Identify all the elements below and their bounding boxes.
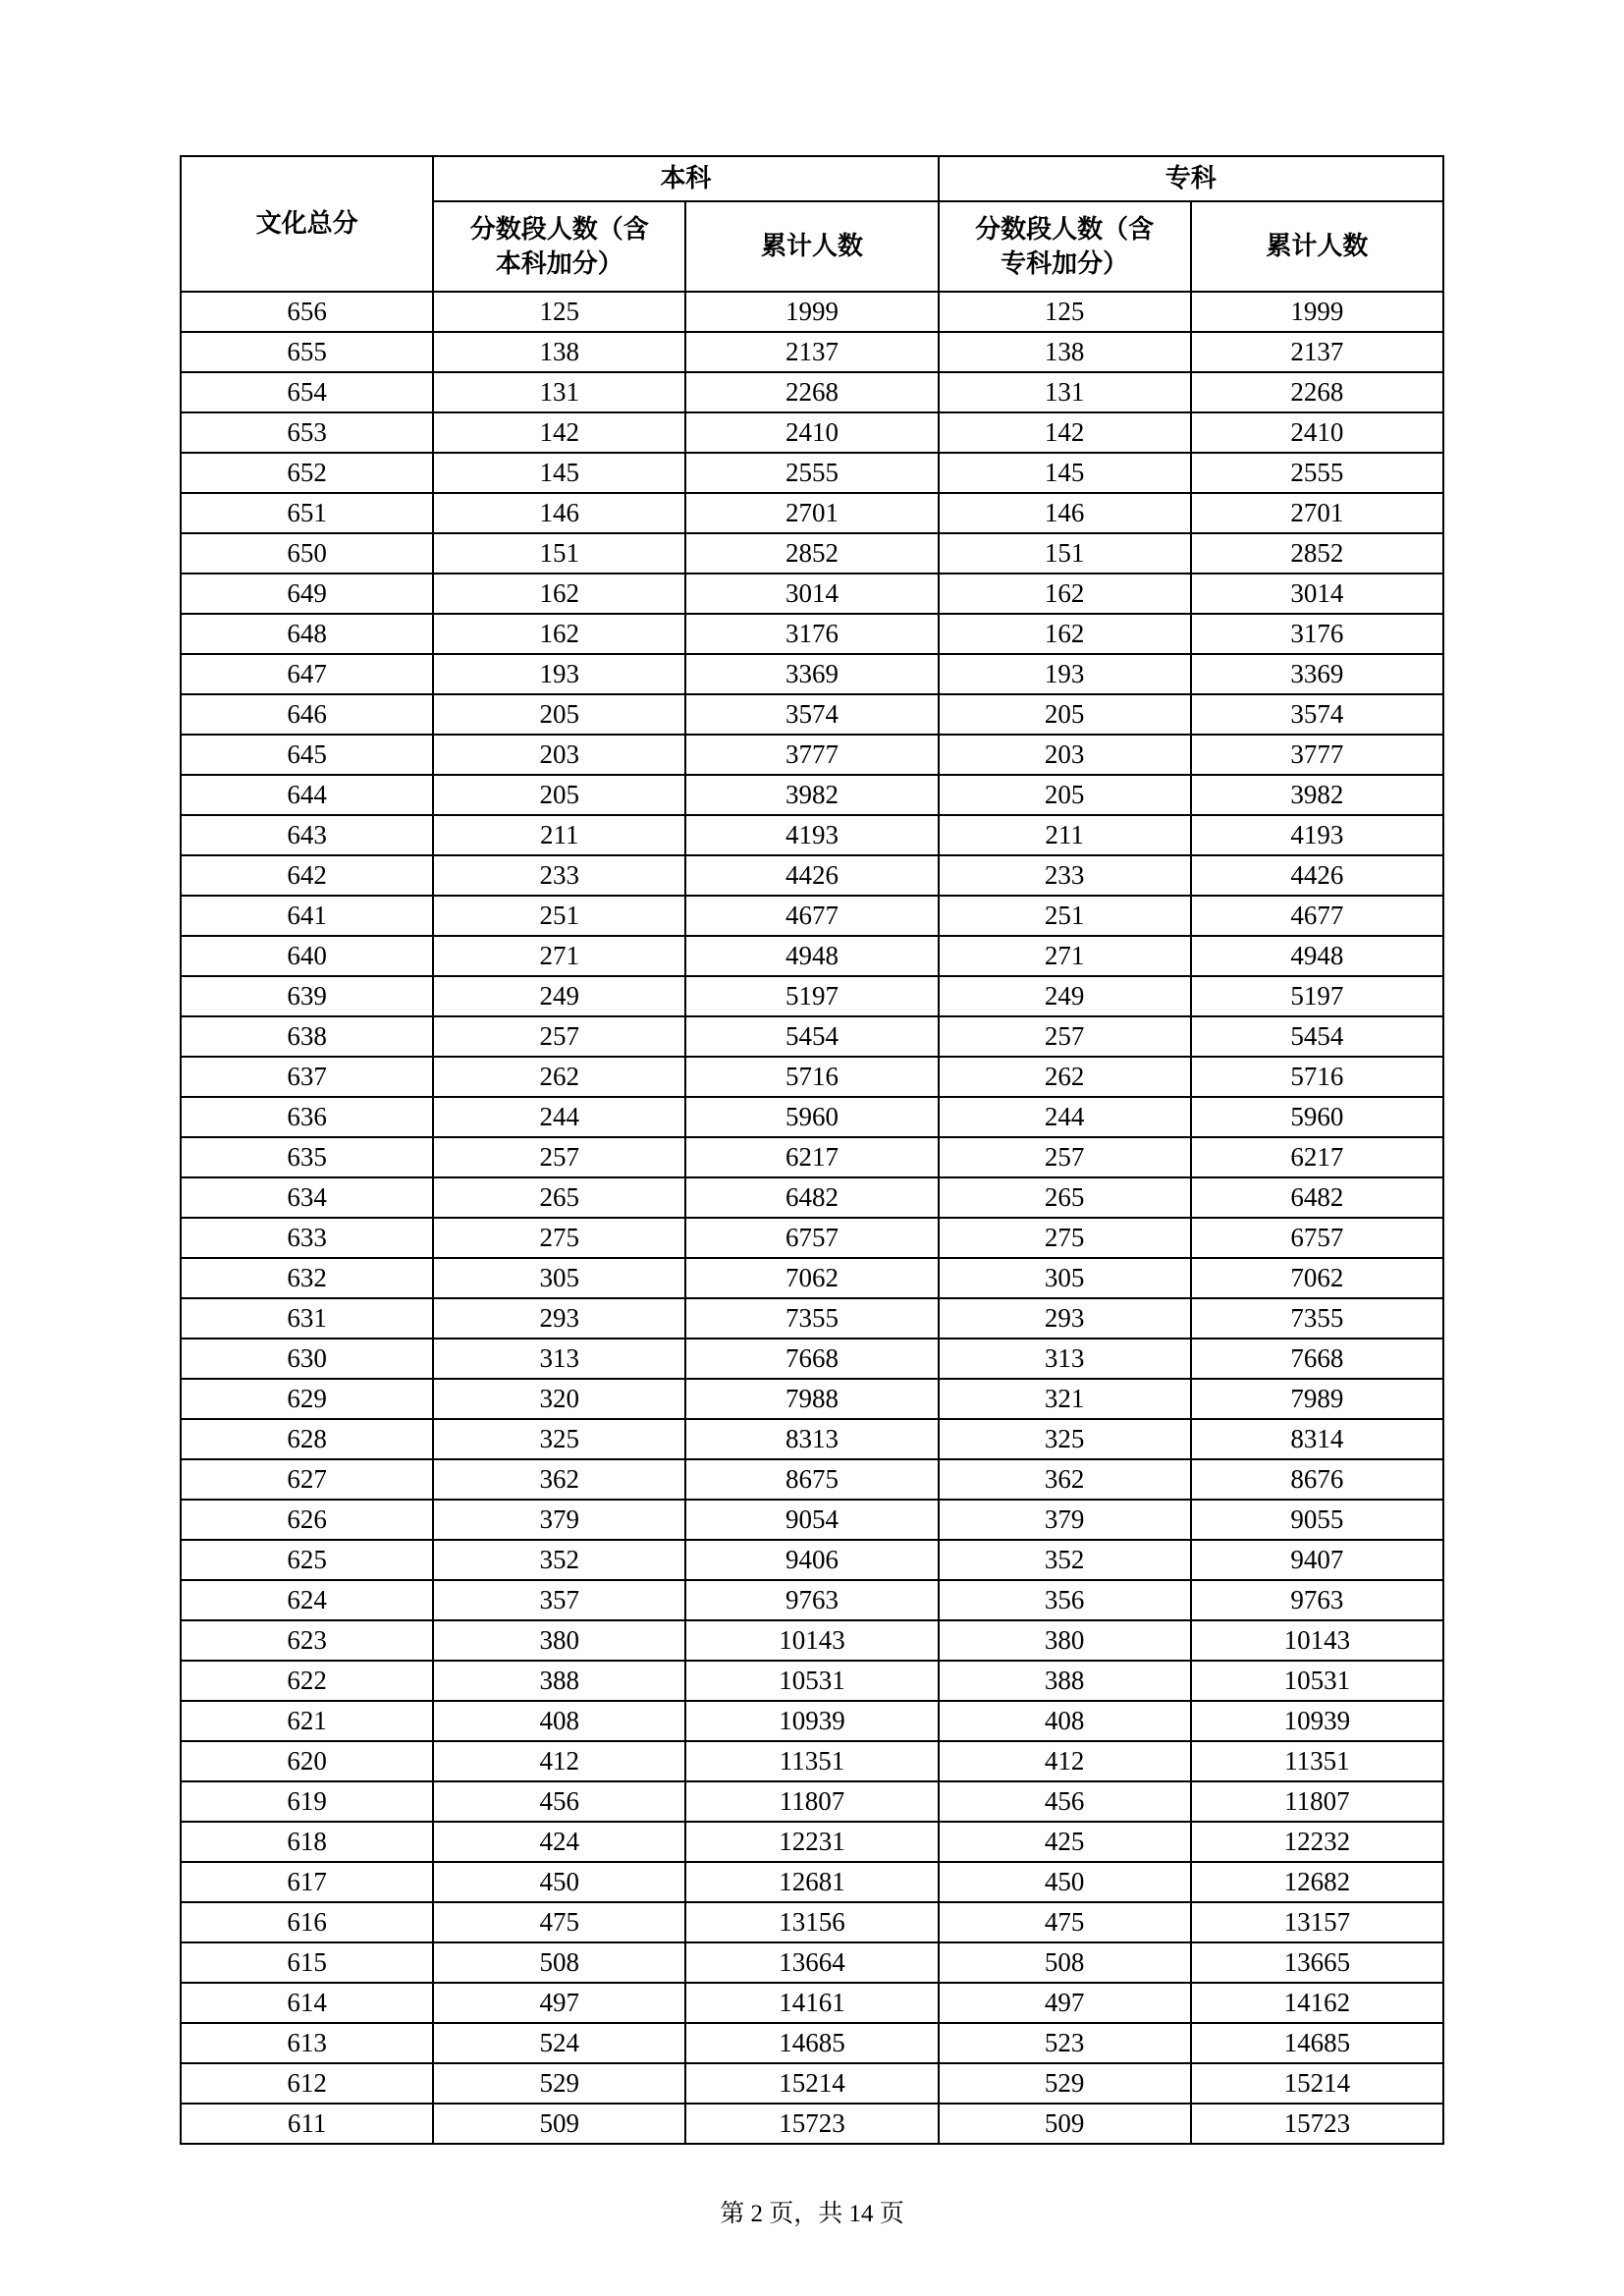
zhuanke-cumulative-cell: 5197 bbox=[1191, 976, 1443, 1016]
zhuanke-segment-cell: 412 bbox=[939, 1741, 1191, 1781]
zhuanke-segment-cell: 325 bbox=[939, 1419, 1191, 1459]
score-cell: 646 bbox=[181, 694, 433, 735]
benke-segment-cell: 265 bbox=[433, 1177, 685, 1218]
score-cell: 620 bbox=[181, 1741, 433, 1781]
score-cell: 615 bbox=[181, 1942, 433, 1983]
table-row bbox=[181, 1741, 1443, 1781]
score-cell: 632 bbox=[181, 1258, 433, 1298]
zhuanke-cumulative-cell: 10939 bbox=[1191, 1701, 1443, 1741]
table-row bbox=[181, 1218, 1443, 1258]
table-row bbox=[181, 1258, 1443, 1298]
benke-cumulative-cell: 4426 bbox=[685, 855, 938, 896]
score-cell: 638 bbox=[181, 1016, 433, 1057]
zhuanke-segment-cell: 313 bbox=[939, 1339, 1191, 1379]
table-row bbox=[181, 2063, 1443, 2104]
score-cell: 654 bbox=[181, 372, 433, 412]
table-row bbox=[181, 493, 1443, 533]
zhuanke-segment-cell: 450 bbox=[939, 1862, 1191, 1902]
score-cell: 645 bbox=[181, 735, 433, 775]
zhuanke-cumulative-cell: 14685 bbox=[1191, 2023, 1443, 2063]
benke-cumulative-cell: 1999 bbox=[685, 292, 938, 332]
zhuanke-cumulative-cell: 2701 bbox=[1191, 493, 1443, 533]
table-row bbox=[181, 1580, 1443, 1620]
score-cell: 619 bbox=[181, 1781, 433, 1822]
zhuanke-cumulative-cell: 12682 bbox=[1191, 1862, 1443, 1902]
benke-cumulative-cell: 6757 bbox=[685, 1218, 938, 1258]
zhuanke-segment-cell: 151 bbox=[939, 533, 1191, 574]
table-row bbox=[181, 1620, 1443, 1661]
zhuanke-segment-cell: 293 bbox=[939, 1298, 1191, 1339]
zhuanke-segment-cell: 211 bbox=[939, 815, 1191, 855]
benke-segment-cell: 320 bbox=[433, 1379, 685, 1419]
zhuanke-segment-cell: 251 bbox=[939, 896, 1191, 936]
table-row bbox=[181, 1942, 1443, 1983]
benke-cumulative-cell: 10143 bbox=[685, 1620, 938, 1661]
zhuanke-segment-cell: 305 bbox=[939, 1258, 1191, 1298]
zhuanke-cumulative-cell: 6217 bbox=[1191, 1137, 1443, 1177]
benke-segment-cell: 508 bbox=[433, 1942, 685, 1983]
header-benke-group: 本科 bbox=[433, 156, 938, 201]
benke-cumulative-cell: 3176 bbox=[685, 614, 938, 654]
zhuanke-segment-cell: 275 bbox=[939, 1218, 1191, 1258]
zhuanke-cumulative-cell: 2268 bbox=[1191, 372, 1443, 412]
score-cell: 637 bbox=[181, 1057, 433, 1097]
zhuanke-cumulative-cell: 2555 bbox=[1191, 453, 1443, 493]
zhuanke-segment-cell: 162 bbox=[939, 574, 1191, 614]
zhuanke-segment-cell: 509 bbox=[939, 2104, 1191, 2144]
zhuanke-segment-cell: 142 bbox=[939, 412, 1191, 453]
table-row bbox=[181, 614, 1443, 654]
benke-segment-cell: 211 bbox=[433, 815, 685, 855]
zhuanke-segment-cell: 380 bbox=[939, 1620, 1191, 1661]
table-row bbox=[181, 574, 1443, 614]
zhuanke-segment-cell: 508 bbox=[939, 1942, 1191, 1983]
table-row bbox=[181, 1419, 1443, 1459]
score-cell: 641 bbox=[181, 896, 433, 936]
score-cell: 625 bbox=[181, 1540, 433, 1580]
benke-cumulative-cell: 4948 bbox=[685, 936, 938, 976]
zhuanke-cumulative-cell: 5454 bbox=[1191, 1016, 1443, 1057]
zhuanke-segment-cell: 356 bbox=[939, 1580, 1191, 1620]
score-cell: 655 bbox=[181, 332, 433, 372]
score-cell: 647 bbox=[181, 654, 433, 694]
benke-segment-cell: 509 bbox=[433, 2104, 685, 2144]
benke-cumulative-cell: 7355 bbox=[685, 1298, 938, 1339]
benke-segment-cell: 379 bbox=[433, 1500, 685, 1540]
zhuanke-segment-cell: 162 bbox=[939, 614, 1191, 654]
score-cell: 622 bbox=[181, 1661, 433, 1701]
benke-cumulative-cell: 5960 bbox=[685, 1097, 938, 1137]
zhuanke-segment-cell: 125 bbox=[939, 292, 1191, 332]
benke-cumulative-cell: 3982 bbox=[685, 775, 938, 815]
zhuanke-segment-cell: 262 bbox=[939, 1057, 1191, 1097]
zhuanke-cumulative-cell: 10531 bbox=[1191, 1661, 1443, 1701]
table-row bbox=[181, 896, 1443, 936]
header-zhuanke-cumulative: 累计人数 bbox=[1191, 201, 1443, 292]
benke-cumulative-cell: 9763 bbox=[685, 1580, 938, 1620]
table-row bbox=[181, 654, 1443, 694]
zhuanke-cumulative-cell: 14162 bbox=[1191, 1983, 1443, 2023]
benke-cumulative-cell: 8675 bbox=[685, 1459, 938, 1500]
zhuanke-cumulative-cell: 15723 bbox=[1191, 2104, 1443, 2144]
header-total-score: 文化总分 bbox=[181, 156, 433, 292]
zhuanke-segment-cell: 145 bbox=[939, 453, 1191, 493]
table-row bbox=[181, 1862, 1443, 1902]
score-cell: 639 bbox=[181, 976, 433, 1016]
zhuanke-cumulative-cell: 9055 bbox=[1191, 1500, 1443, 1540]
zhuanke-cumulative-cell: 2410 bbox=[1191, 412, 1443, 453]
table-row bbox=[181, 372, 1443, 412]
table-row bbox=[181, 775, 1443, 815]
zhuanke-segment-cell: 193 bbox=[939, 654, 1191, 694]
benke-segment-cell: 146 bbox=[433, 493, 685, 533]
table-row bbox=[181, 1500, 1443, 1540]
zhuanke-cumulative-cell: 2852 bbox=[1191, 533, 1443, 574]
benke-cumulative-cell: 3369 bbox=[685, 654, 938, 694]
score-cell: 651 bbox=[181, 493, 433, 533]
zhuanke-segment-cell: 321 bbox=[939, 1379, 1191, 1419]
zhuanke-cumulative-cell: 7668 bbox=[1191, 1339, 1443, 1379]
header-benke-segment: 分数段人数（含本科加分） bbox=[433, 201, 685, 292]
score-cell: 656 bbox=[181, 292, 433, 332]
score-cell: 633 bbox=[181, 1218, 433, 1258]
table-row bbox=[181, 694, 1443, 735]
table-row bbox=[181, 976, 1443, 1016]
zhuanke-segment-cell: 257 bbox=[939, 1137, 1191, 1177]
zhuanke-segment-cell: 205 bbox=[939, 775, 1191, 815]
benke-cumulative-cell: 3777 bbox=[685, 735, 938, 775]
zhuanke-cumulative-cell: 9407 bbox=[1191, 1540, 1443, 1580]
benke-segment-cell: 249 bbox=[433, 976, 685, 1016]
benke-cumulative-cell: 2555 bbox=[685, 453, 938, 493]
zhuanke-cumulative-cell: 3982 bbox=[1191, 775, 1443, 815]
benke-cumulative-cell: 14685 bbox=[685, 2023, 938, 2063]
table-row bbox=[181, 2104, 1443, 2144]
benke-segment-cell: 357 bbox=[433, 1580, 685, 1620]
zhuanke-cumulative-cell: 4193 bbox=[1191, 815, 1443, 855]
benke-segment-cell: 145 bbox=[433, 453, 685, 493]
score-cell: 640 bbox=[181, 936, 433, 976]
benke-segment-cell: 162 bbox=[433, 614, 685, 654]
benke-segment-cell: 313 bbox=[433, 1339, 685, 1379]
benke-segment-cell: 380 bbox=[433, 1620, 685, 1661]
table-row bbox=[181, 1097, 1443, 1137]
benke-segment-cell: 275 bbox=[433, 1218, 685, 1258]
zhuanke-cumulative-cell: 11807 bbox=[1191, 1781, 1443, 1822]
benke-cumulative-cell: 15723 bbox=[685, 2104, 938, 2144]
zhuanke-cumulative-cell: 15214 bbox=[1191, 2063, 1443, 2104]
zhuanke-cumulative-cell: 3369 bbox=[1191, 654, 1443, 694]
zhuanke-cumulative-cell: 11351 bbox=[1191, 1741, 1443, 1781]
score-cell: 631 bbox=[181, 1298, 433, 1339]
table-row bbox=[181, 292, 1443, 332]
zhuanke-segment-cell: 456 bbox=[939, 1781, 1191, 1822]
zhuanke-cumulative-cell: 5716 bbox=[1191, 1057, 1443, 1097]
benke-cumulative-cell: 9054 bbox=[685, 1500, 938, 1540]
header-zhuanke-segment: 分数段人数（含专科加分） bbox=[939, 201, 1191, 292]
zhuanke-cumulative-cell: 8676 bbox=[1191, 1459, 1443, 1500]
benke-cumulative-cell: 7988 bbox=[685, 1379, 938, 1419]
benke-segment-cell: 362 bbox=[433, 1459, 685, 1500]
score-cell: 636 bbox=[181, 1097, 433, 1137]
zhuanke-segment-cell: 352 bbox=[939, 1540, 1191, 1580]
zhuanke-cumulative-cell: 9763 bbox=[1191, 1580, 1443, 1620]
header-benke-cumulative: 累计人数 bbox=[685, 201, 938, 292]
table-row bbox=[181, 1298, 1443, 1339]
zhuanke-cumulative-cell: 4426 bbox=[1191, 855, 1443, 896]
zhuanke-cumulative-cell: 7062 bbox=[1191, 1258, 1443, 1298]
benke-cumulative-cell: 3014 bbox=[685, 574, 938, 614]
benke-cumulative-cell: 15214 bbox=[685, 2063, 938, 2104]
score-cell: 630 bbox=[181, 1339, 433, 1379]
zhuanke-segment-cell: 475 bbox=[939, 1902, 1191, 1942]
score-cell: 649 bbox=[181, 574, 433, 614]
table-row bbox=[181, 533, 1443, 574]
zhuanke-cumulative-cell: 4677 bbox=[1191, 896, 1443, 936]
page-number-text: 第 2 页，共 14 页 bbox=[720, 2201, 904, 2227]
table-row bbox=[181, 1339, 1443, 1379]
benke-cumulative-cell: 4193 bbox=[685, 815, 938, 855]
table-row bbox=[181, 1379, 1443, 1419]
table-row bbox=[181, 1983, 1443, 2023]
zhuanke-segment-cell: 146 bbox=[939, 493, 1191, 533]
table-row bbox=[181, 815, 1443, 855]
benke-cumulative-cell: 13664 bbox=[685, 1942, 938, 1983]
benke-segment-cell: 424 bbox=[433, 1822, 685, 1862]
benke-cumulative-cell: 14161 bbox=[685, 1983, 938, 2023]
zhuanke-segment-cell: 244 bbox=[939, 1097, 1191, 1137]
table-body bbox=[181, 292, 1443, 2144]
score-cell: 613 bbox=[181, 2023, 433, 2063]
benke-segment-cell: 162 bbox=[433, 574, 685, 614]
score-cell: 617 bbox=[181, 1862, 433, 1902]
header-zhuanke-group: 专科 bbox=[939, 156, 1443, 201]
score-cell: 628 bbox=[181, 1419, 433, 1459]
score-cell: 648 bbox=[181, 614, 433, 654]
table-row bbox=[181, 1016, 1443, 1057]
zhuanke-segment-cell: 205 bbox=[939, 694, 1191, 735]
benke-cumulative-cell: 9406 bbox=[685, 1540, 938, 1580]
header-group-row bbox=[181, 156, 1443, 201]
zhuanke-segment-cell: 265 bbox=[939, 1177, 1191, 1218]
benke-segment-cell: 142 bbox=[433, 412, 685, 453]
table-row bbox=[181, 735, 1443, 775]
score-cell: 627 bbox=[181, 1459, 433, 1500]
zhuanke-cumulative-cell: 6757 bbox=[1191, 1218, 1443, 1258]
zhuanke-cumulative-cell: 13665 bbox=[1191, 1942, 1443, 1983]
benke-cumulative-cell: 2268 bbox=[685, 372, 938, 412]
benke-cumulative-cell: 11807 bbox=[685, 1781, 938, 1822]
benke-segment-cell: 131 bbox=[433, 372, 685, 412]
benke-segment-cell: 138 bbox=[433, 332, 685, 372]
benke-cumulative-cell: 2852 bbox=[685, 533, 938, 574]
zhuanke-cumulative-cell: 10143 bbox=[1191, 1620, 1443, 1661]
score-cell: 621 bbox=[181, 1701, 433, 1741]
table-row bbox=[181, 2023, 1443, 2063]
table-row bbox=[181, 1661, 1443, 1701]
benke-cumulative-cell: 5716 bbox=[685, 1057, 938, 1097]
zhuanke-cumulative-cell: 8314 bbox=[1191, 1419, 1443, 1459]
score-cell: 634 bbox=[181, 1177, 433, 1218]
score-distribution-table bbox=[180, 155, 1444, 2145]
benke-cumulative-cell: 5454 bbox=[685, 1016, 938, 1057]
zhuanke-segment-cell: 379 bbox=[939, 1500, 1191, 1540]
benke-cumulative-cell: 5197 bbox=[685, 976, 938, 1016]
benke-segment-cell: 456 bbox=[433, 1781, 685, 1822]
table-row bbox=[181, 1057, 1443, 1097]
benke-segment-cell: 193 bbox=[433, 654, 685, 694]
zhuanke-cumulative-cell: 5960 bbox=[1191, 1097, 1443, 1137]
table-row bbox=[181, 412, 1443, 453]
benke-segment-cell: 125 bbox=[433, 292, 685, 332]
table-row bbox=[181, 1540, 1443, 1580]
zhuanke-cumulative-cell: 1999 bbox=[1191, 292, 1443, 332]
table-row bbox=[181, 1459, 1443, 1500]
score-cell: 652 bbox=[181, 453, 433, 493]
zhuanke-segment-cell: 388 bbox=[939, 1661, 1191, 1701]
benke-segment-cell: 524 bbox=[433, 2023, 685, 2063]
zhuanke-cumulative-cell: 6482 bbox=[1191, 1177, 1443, 1218]
zhuanke-cumulative-cell: 3176 bbox=[1191, 614, 1443, 654]
benke-cumulative-cell: 2701 bbox=[685, 493, 938, 533]
zhuanke-cumulative-cell: 7989 bbox=[1191, 1379, 1443, 1419]
table-row bbox=[181, 855, 1443, 896]
benke-cumulative-cell: 4677 bbox=[685, 896, 938, 936]
benke-cumulative-cell: 10531 bbox=[685, 1661, 938, 1701]
benke-segment-cell: 305 bbox=[433, 1258, 685, 1298]
zhuanke-segment-cell: 497 bbox=[939, 1983, 1191, 2023]
score-cell: 614 bbox=[181, 1983, 433, 2023]
benke-cumulative-cell: 12681 bbox=[685, 1862, 938, 1902]
benke-segment-cell: 257 bbox=[433, 1016, 685, 1057]
score-cell: 623 bbox=[181, 1620, 433, 1661]
benke-cumulative-cell: 11351 bbox=[685, 1741, 938, 1781]
benke-segment-cell: 475 bbox=[433, 1902, 685, 1942]
benke-cumulative-cell: 2410 bbox=[685, 412, 938, 453]
zhuanke-segment-cell: 131 bbox=[939, 372, 1191, 412]
zhuanke-segment-cell: 271 bbox=[939, 936, 1191, 976]
zhuanke-cumulative-cell: 2137 bbox=[1191, 332, 1443, 372]
zhuanke-cumulative-cell: 3777 bbox=[1191, 735, 1443, 775]
benke-segment-cell: 262 bbox=[433, 1057, 685, 1097]
benke-segment-cell: 205 bbox=[433, 775, 685, 815]
zhuanke-cumulative-cell: 3574 bbox=[1191, 694, 1443, 735]
benke-cumulative-cell: 10939 bbox=[685, 1701, 938, 1741]
zhuanke-cumulative-cell: 4948 bbox=[1191, 936, 1443, 976]
score-cell: 616 bbox=[181, 1902, 433, 1942]
benke-segment-cell: 244 bbox=[433, 1097, 685, 1137]
benke-cumulative-cell: 13156 bbox=[685, 1902, 938, 1942]
benke-segment-cell: 529 bbox=[433, 2063, 685, 2104]
benke-segment-cell: 271 bbox=[433, 936, 685, 976]
table-row bbox=[181, 1177, 1443, 1218]
benke-segment-cell: 257 bbox=[433, 1137, 685, 1177]
benke-segment-cell: 293 bbox=[433, 1298, 685, 1339]
benke-segment-cell: 205 bbox=[433, 694, 685, 735]
page-footer bbox=[0, 2194, 1624, 2229]
benke-segment-cell: 352 bbox=[433, 1540, 685, 1580]
benke-segment-cell: 325 bbox=[433, 1419, 685, 1459]
score-cell: 650 bbox=[181, 533, 433, 574]
zhuanke-segment-cell: 233 bbox=[939, 855, 1191, 896]
benke-cumulative-cell: 6482 bbox=[685, 1177, 938, 1218]
table-row bbox=[181, 453, 1443, 493]
benke-cumulative-cell: 6217 bbox=[685, 1137, 938, 1177]
benke-segment-cell: 497 bbox=[433, 1983, 685, 2023]
zhuanke-cumulative-cell: 3014 bbox=[1191, 574, 1443, 614]
zhuanke-cumulative-cell: 7355 bbox=[1191, 1298, 1443, 1339]
score-cell: 626 bbox=[181, 1500, 433, 1540]
benke-segment-cell: 388 bbox=[433, 1661, 685, 1701]
zhuanke-segment-cell: 249 bbox=[939, 976, 1191, 1016]
benke-cumulative-cell: 7668 bbox=[685, 1339, 938, 1379]
score-cell: 635 bbox=[181, 1137, 433, 1177]
score-cell: 653 bbox=[181, 412, 433, 453]
table-row bbox=[181, 332, 1443, 372]
score-cell: 612 bbox=[181, 2063, 433, 2104]
table-row bbox=[181, 936, 1443, 976]
zhuanke-segment-cell: 523 bbox=[939, 2023, 1191, 2063]
zhuanke-segment-cell: 408 bbox=[939, 1701, 1191, 1741]
table-row bbox=[181, 1781, 1443, 1822]
zhuanke-cumulative-cell: 13157 bbox=[1191, 1902, 1443, 1942]
score-cell: 618 bbox=[181, 1822, 433, 1862]
benke-cumulative-cell: 7062 bbox=[685, 1258, 938, 1298]
benke-segment-cell: 151 bbox=[433, 533, 685, 574]
table-row bbox=[181, 1822, 1443, 1862]
benke-segment-cell: 251 bbox=[433, 896, 685, 936]
benke-segment-cell: 233 bbox=[433, 855, 685, 896]
score-cell: 629 bbox=[181, 1379, 433, 1419]
zhuanke-cumulative-cell: 12232 bbox=[1191, 1822, 1443, 1862]
score-cell: 642 bbox=[181, 855, 433, 896]
benke-cumulative-cell: 8313 bbox=[685, 1419, 938, 1459]
zhuanke-segment-cell: 257 bbox=[939, 1016, 1191, 1057]
benke-segment-cell: 408 bbox=[433, 1701, 685, 1741]
table-row bbox=[181, 1902, 1443, 1942]
score-cell: 644 bbox=[181, 775, 433, 815]
benke-cumulative-cell: 12231 bbox=[685, 1822, 938, 1862]
benke-segment-cell: 203 bbox=[433, 735, 685, 775]
benke-segment-cell: 450 bbox=[433, 1862, 685, 1902]
score-cell: 624 bbox=[181, 1580, 433, 1620]
score-cell: 611 bbox=[181, 2104, 433, 2144]
benke-cumulative-cell: 3574 bbox=[685, 694, 938, 735]
zhuanke-segment-cell: 529 bbox=[939, 2063, 1191, 2104]
table-row bbox=[181, 1137, 1443, 1177]
zhuanke-segment-cell: 362 bbox=[939, 1459, 1191, 1500]
score-cell: 643 bbox=[181, 815, 433, 855]
benke-cumulative-cell: 2137 bbox=[685, 332, 938, 372]
benke-segment-cell: 412 bbox=[433, 1741, 685, 1781]
zhuanke-segment-cell: 138 bbox=[939, 332, 1191, 372]
table-row bbox=[181, 1701, 1443, 1741]
zhuanke-segment-cell: 203 bbox=[939, 735, 1191, 775]
zhuanke-segment-cell: 425 bbox=[939, 1822, 1191, 1862]
